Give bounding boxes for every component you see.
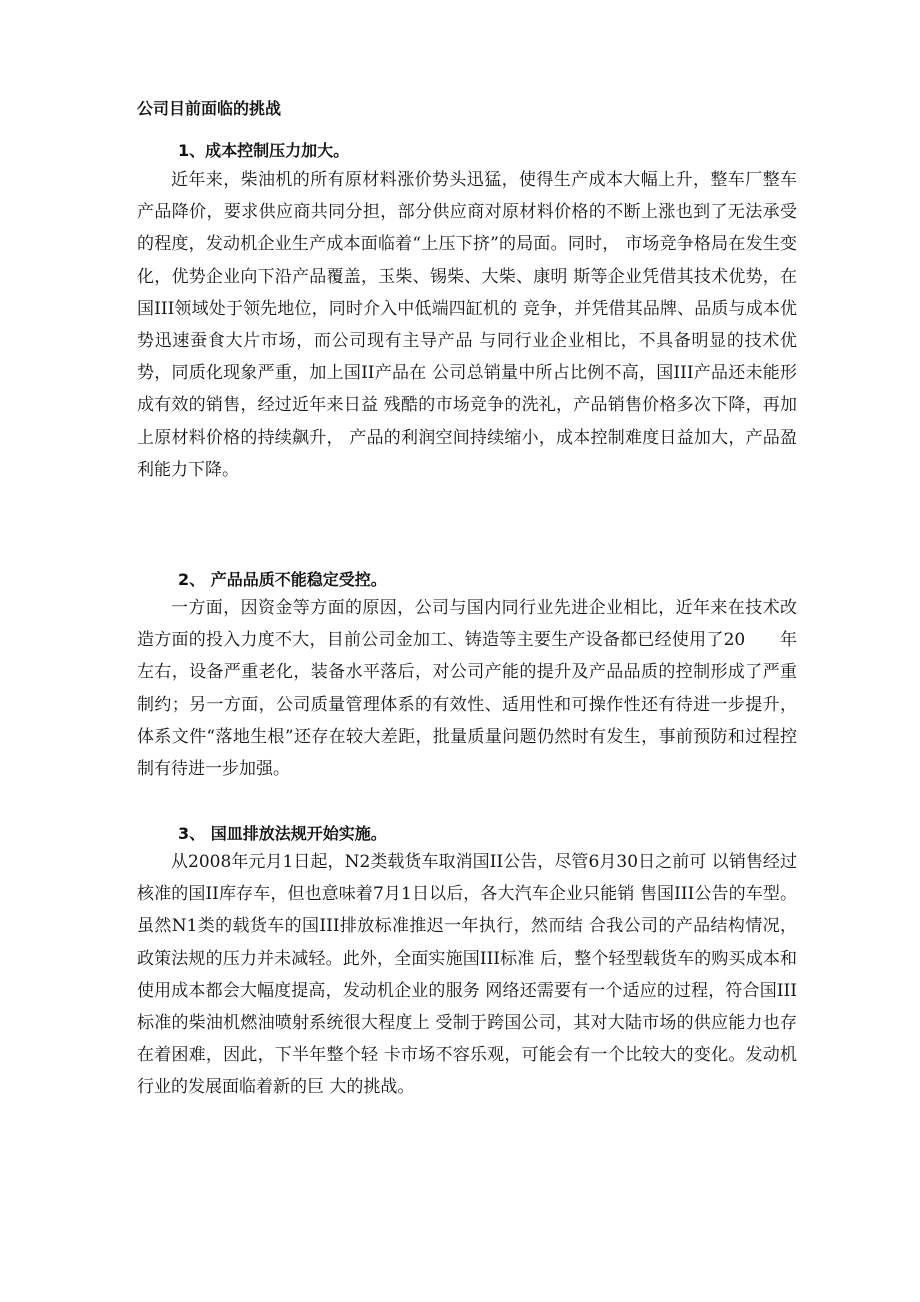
section-body-product-quality: 一方面，因资金等方面的原因，公司与国内同行业先进企业相比，近年来在技术改造方面的投入力度不大，目前公司金加工、铸造等主要生产设备都已经使用了20 年左右，设备严重老化，装备水平落后，对公司产能的提升及产品品质的控制形成了严重制约；另一方面，公司质量管理体系的有效性、适用性和可操作性还有待进一步提升，体系文件“落地生根”还存在较大差距，批量质量问题仍然时有发生，事前预防和过程控制有待进一步加强。 bbox=[137, 598, 797, 780]
section-heading-product-quality: 2、 产品品质不能稳定受控。 bbox=[178, 570, 387, 589]
section-heading-cost-control: 1、成本控制压力加大。 bbox=[178, 141, 350, 160]
document-title: 公司目前面临的挑战 bbox=[137, 99, 282, 118]
section-heading-emission-regulations: 3、 国皿排放法规开始实施。 bbox=[178, 824, 387, 843]
section-body-cost-control: 近年来，柴油机的所有原材料涨价势头迅猛，使得生产成本大幅上升，整车厂整车产品降价，要求供应商共同分担，部分供应商对原材料价格的不断上涨也到了无法承受的程度，发动机企业生产成本面临着“上压下挤”的局面。同时， 市场竞争格局在发生变化，优势企业向下沿产品覆盖，玉柴、锡柴、大柴、康明 斯等企业凭借其技术优势，在国III领域处于领先地位，同时介入中低端四缸机的 竞争，并凭借其品牌、品质与成本优势迅速蚕食大片市场，而公司现有主导产品 与同行业企业相比，不具备明显的技术优势，同质化现象严重，加上国II产品在 公司总销量中所占比例不高，国III产品还未能形成有效的销售，经过近年来日益 残酷的市场竞争的洗礼，产品销售价格多次下降，再加上原材料价格的持续飙升， 产品的利润空间持续缩小，成本控制难度日益加大，产品盈利能力下降。 bbox=[137, 170, 797, 480]
section-body-emission-regulations: 从2008年元月1日起，N2类载货车取消国II公告，尽管6月30日之前可 以销售经过核准的国II库存车，但也意味着7月1日以后，各大汽车企业只能销 售国III公告的车型。虽然N1类的载货车的国III排放标准推迟一年执行，然而结 合我公司的产品结构情况，政策法规的压力并未减轻。此外，全面实施国III标准 后，整个轻型载货车的购买成本和使用成本都会大幅度提高，发动机企业的服务 网络还需要有一个适应的过程，符合国III标准的柴油机燃油喷射系统很大程度上 受制于跨国公司，其对大陆市场的供应能力也存在着困难，因此，下半年整个轻 卡市场不容乐观，可能会有一个比较大的变化。发动机行业的发展面临着新的巨 大的挑战。 bbox=[137, 852, 797, 1098]
